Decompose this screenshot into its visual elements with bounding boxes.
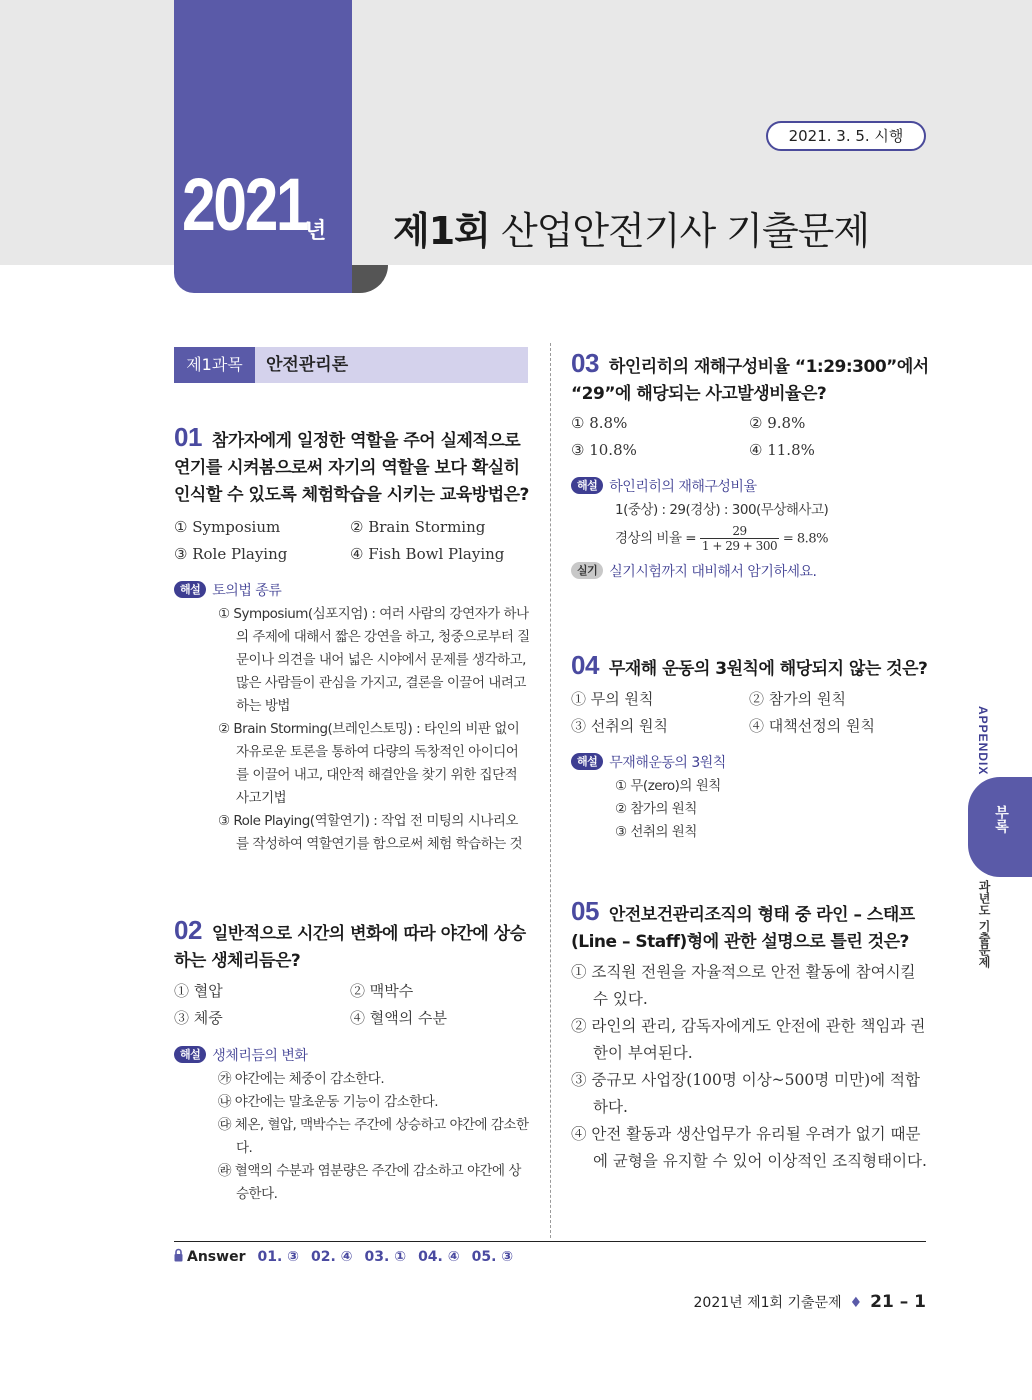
explanation-item: ㉱ 혈액의 수분과 염분량은 주간에 감소하고 야간에 상승한다. (218, 1163, 521, 1202)
answer-label: Answer (187, 1249, 246, 1265)
explanation-tag: 해설 (174, 1046, 206, 1063)
explanation-item: ② Brain Storming(브레인스토밍) : 타인의 비판 없이 자유로운 토론을 통하여 다량의 독창적인 아이디어를 이끌어 내고, 대안적 해결안을 찾기 위한 집단적 사고기법 (218, 721, 520, 806)
question-04 (571, 652, 931, 683)
subject-name: 안전관리론 (266, 355, 349, 375)
explanation-item: ③ 선취의 원칙 (615, 824, 697, 840)
option-2: ② 참가의 원칙 (749, 690, 846, 708)
options-05 (571, 959, 927, 1175)
fraction-denominator: 1 + 29 + 300 (701, 539, 778, 553)
option-4: ④ 혈액의 수분 (350, 1009, 447, 1027)
option-3: ③ 10.8% (571, 441, 637, 459)
option-4: ④ 안전 활동과 생산업무가 유리될 우려가 없기 때문에 균형을 유지할 수 있어 이상적인 조직형태이다. (571, 1125, 927, 1170)
question-01 (174, 424, 530, 509)
option-2: ② 9.8% (749, 414, 806, 432)
answer-item: 01. ③ (257, 1249, 299, 1265)
option-1: ① Symposium (174, 518, 281, 536)
explanation-item: ㉮ 야간에는 체중이 감소한다. (218, 1071, 385, 1087)
side-section-label: 과년도 기출문제 (977, 880, 991, 969)
option-3: ③ 선취의 원칙 (571, 717, 668, 735)
explanation-heading: 생체리듬의 변화 (212, 1048, 308, 1064)
footer-title: 2021년 제1회 기출문제 (693, 1295, 842, 1311)
option-2: ② 맥박수 (350, 982, 414, 1000)
options-03 (571, 410, 927, 466)
column-divider (550, 343, 551, 1238)
lock-icon (174, 1248, 183, 1262)
option-2: ② Brain Storming (350, 518, 486, 536)
option-2: ② 라인의 관리, 감독자에게도 안전에 관한 책임과 권한이 부여된다. (571, 1017, 926, 1062)
question-text: 무재해 운동의 3원칙에 해당되지 않는 것은? (608, 659, 928, 679)
explanation-02 (174, 1045, 530, 1206)
explanation-tag: 해설 (571, 477, 603, 494)
explanation-04 (571, 752, 927, 844)
option-4: ④ 대책선정의 원칙 (749, 717, 875, 735)
option-1: ① 8.8% (571, 414, 628, 432)
question-text: 일반적으로 시간의 변화에 따라 야간에 상승하는 생체리듬은? (174, 924, 526, 971)
question-number: 04 (571, 650, 599, 680)
subject-tag: 제1과목 (174, 347, 255, 383)
explanation-tag: 해설 (571, 753, 603, 770)
ratio-formula (571, 524, 927, 553)
option-1: ① 혈압 (174, 982, 223, 1000)
explanation-heading: 무재해운동의 3원칙 (609, 755, 726, 771)
side-appendix-label: APPENDIX (976, 706, 990, 776)
answer-key (174, 1247, 513, 1267)
question-number: 01 (174, 422, 202, 452)
options-01 (174, 514, 530, 570)
page-title (393, 200, 869, 255)
year-tab (174, 0, 352, 293)
question-number: 02 (174, 915, 202, 945)
exam-date-badge: 2021. 3. 5. 시행 (766, 121, 926, 151)
option-3: ③ Role Playing (174, 545, 288, 563)
option-4: ④ 11.8% (749, 441, 815, 459)
page-number: 21 – 1 (870, 1292, 926, 1312)
question-number: 03 (571, 348, 599, 378)
options-02 (174, 978, 530, 1034)
explanation-tag: 해설 (174, 581, 206, 598)
fraction (700, 524, 779, 553)
answer-item: 04. ④ (418, 1249, 460, 1265)
question-text: 참가자에게 일정한 역할을 주어 실제적으로 연기를 시켜봄으로써 자기의 역할을 보다 확실히 인식할 수 있도록 체험학습을 시키는 교육방법은? (174, 431, 529, 505)
option-1: ① 무의 원칙 (571, 690, 654, 708)
answer-item: 03. ① (364, 1249, 407, 1265)
explanation-item: ㉰ 체온, 혈압, 맥박수는 주간에 상승하고 야간에 감소한다. (218, 1117, 529, 1156)
explanation-item: ㉯ 야간에는 말초운동 기능이 감소한다. (218, 1094, 439, 1110)
year-tab-fold (352, 265, 388, 293)
explanation-03 (571, 476, 927, 584)
question-text: 안전보건관리조직의 형태 중 라인 – 스태프(Line – Staff)형에 관한 설명으로 틀린 것은? (571, 905, 915, 952)
answer-item: 05. ③ (471, 1249, 514, 1265)
formula-label: 경상의 비율 = (615, 530, 697, 547)
page-footer (694, 1292, 927, 1312)
option-4: ④ Fish Bowl Playing (350, 545, 505, 563)
explanation-item: ③ Role Playing(역할연기) : 작업 전 미팅의 시나리오를 작성하여 역할연기를 함으로써 체험 학습하는 것 (218, 813, 523, 852)
explanation-01 (174, 580, 530, 856)
explanation-heading: 토의법 종류 (212, 583, 282, 599)
answer-divider (174, 1241, 926, 1242)
explanation-item: ② 참가의 원칙 (615, 801, 697, 817)
question-text: 하인리히의 재해구성비율 “1:29:300”에서 “29”에 해당되는 사고발생비율은? (571, 357, 929, 404)
explanation-heading: 하인리히의 재해구성비율 (609, 479, 757, 495)
year-suffix: 년 (305, 219, 327, 244)
explanation-item: ① Symposium(심포지엄) : 여러 사람의 강연자가 하나의 주제에 대해서 짧은 강연을 하고, 청중으로부터 질문이나 의견을 내어 넓은 시야에서 문제를 생각하고, 많은 사람들이 관심을 가지고, 결론을 이끌어 내려고 하는 방법 (218, 606, 530, 714)
formula-result: = 8.8% (782, 531, 828, 547)
year-number: 2021 (182, 163, 308, 246)
options-04 (571, 686, 927, 742)
practical-exam-note: 실기시험까지 대비해서 암기하세요. (609, 564, 817, 580)
question-05 (571, 898, 931, 956)
option-1: ① 조직원 전원을 자율적으로 안전 활동에 참여시킬 수 있다. (571, 963, 916, 1008)
title-round: 제1회 (393, 209, 490, 253)
option-3: ③ 체중 (174, 1009, 223, 1027)
title-name: 산업안전기사 기출문제 (489, 209, 870, 253)
answer-item: 02. ④ (311, 1249, 353, 1265)
fraction-numerator: 29 (700, 524, 779, 539)
question-number: 05 (571, 896, 599, 926)
practical-exam-tag: 실기 (571, 562, 603, 579)
question-02 (174, 917, 530, 975)
explanation-item: ① 무(zero)의 원칙 (615, 778, 721, 794)
question-03 (571, 350, 931, 408)
side-tab-label: 부록 (993, 805, 1009, 833)
option-3: ③ 중규모 사업장(100명 이상~500명 미만)에 적합하다. (571, 1071, 920, 1116)
subject-bar (174, 347, 528, 383)
drop-icon: ♦ (849, 1295, 863, 1311)
explanation-item: 1(중상) : 29(경상) : 300(무상해사고) (615, 502, 829, 518)
